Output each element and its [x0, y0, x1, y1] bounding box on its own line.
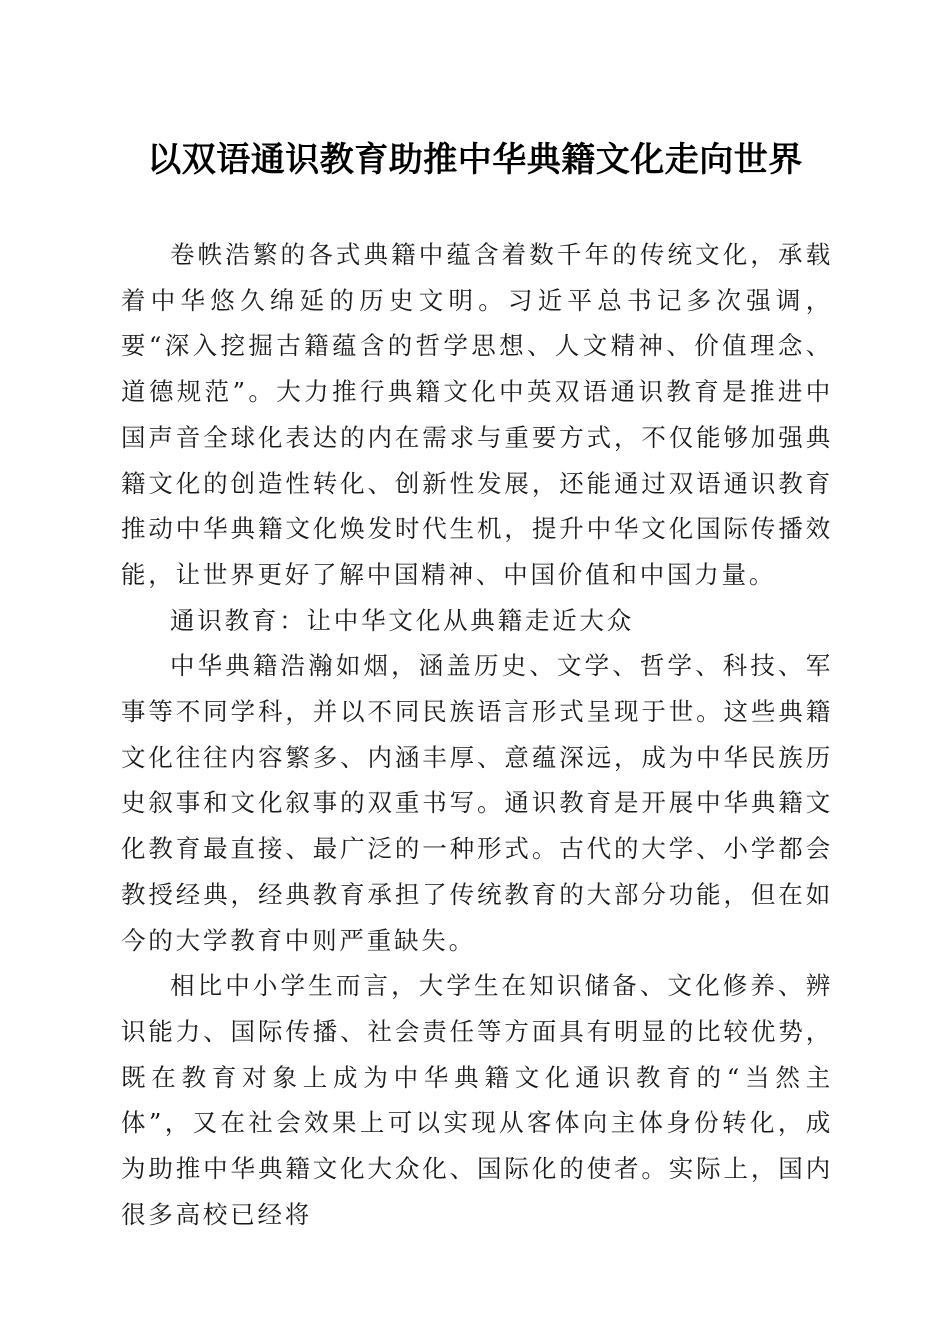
document-title: 以双语通识教育助推中华典籍文化走向世界	[147, 140, 803, 180]
document-body	[121, 232, 833, 1237]
paragraph-intro: 卷帙浩繁的各式典籍中蕴含着数千年的传统文化，承载着中华悠久绵延的历史文明。习近平总书记多次强调，要“深入挖掘古籍蕴含的哲学思想、人文精神、价值理念、道德规范”。大力推行典籍文化中英双语通识教育是推进中国声音全球化表达的内在需求与重要方式，不仅能够加强典籍文化的创造性转化、创新性发展，还能通过双语通识教育推动中华典籍文化焕发时代生机，提升中华文化国际传播效能，让世界更好了解中国精神、中国价值和中国力量。	[121, 240, 833, 589]
paragraph-classics: 中华典籍浩瀚如烟，涵盖历史、文学、哲学、科技、军事等不同学科，并以不同民族语言形式呈现于世。这些典籍文化往往内容繁多、内涵丰厚、意蕴深远，成为中华民族历史叙事和文化叙事的双重书写。通识教育是开展中华典籍文化教育最直接、最广泛的一种形式。古代的大学、小学都会教授经典，经典教育承担了传统教育的大部分功能，但在如今的大学教育中则严重缺失。	[121, 651, 833, 955]
section-heading: 通识教育：让中华文化从典籍走近大众	[170, 605, 635, 635]
paragraph-students: 相比中小学生而言，大学生在知识储备、文化修养、辨识能力、国际传播、社会责任等方面具有明显的比较优势，既在教育对象上成为中华典籍文化通识教育的“当然主体”，又在社会效果上可以实现从客体向主体身份转化，成为助推中华典籍文化大众化、国际化的使者。实际上，国内很多高校已经将	[121, 971, 833, 1229]
